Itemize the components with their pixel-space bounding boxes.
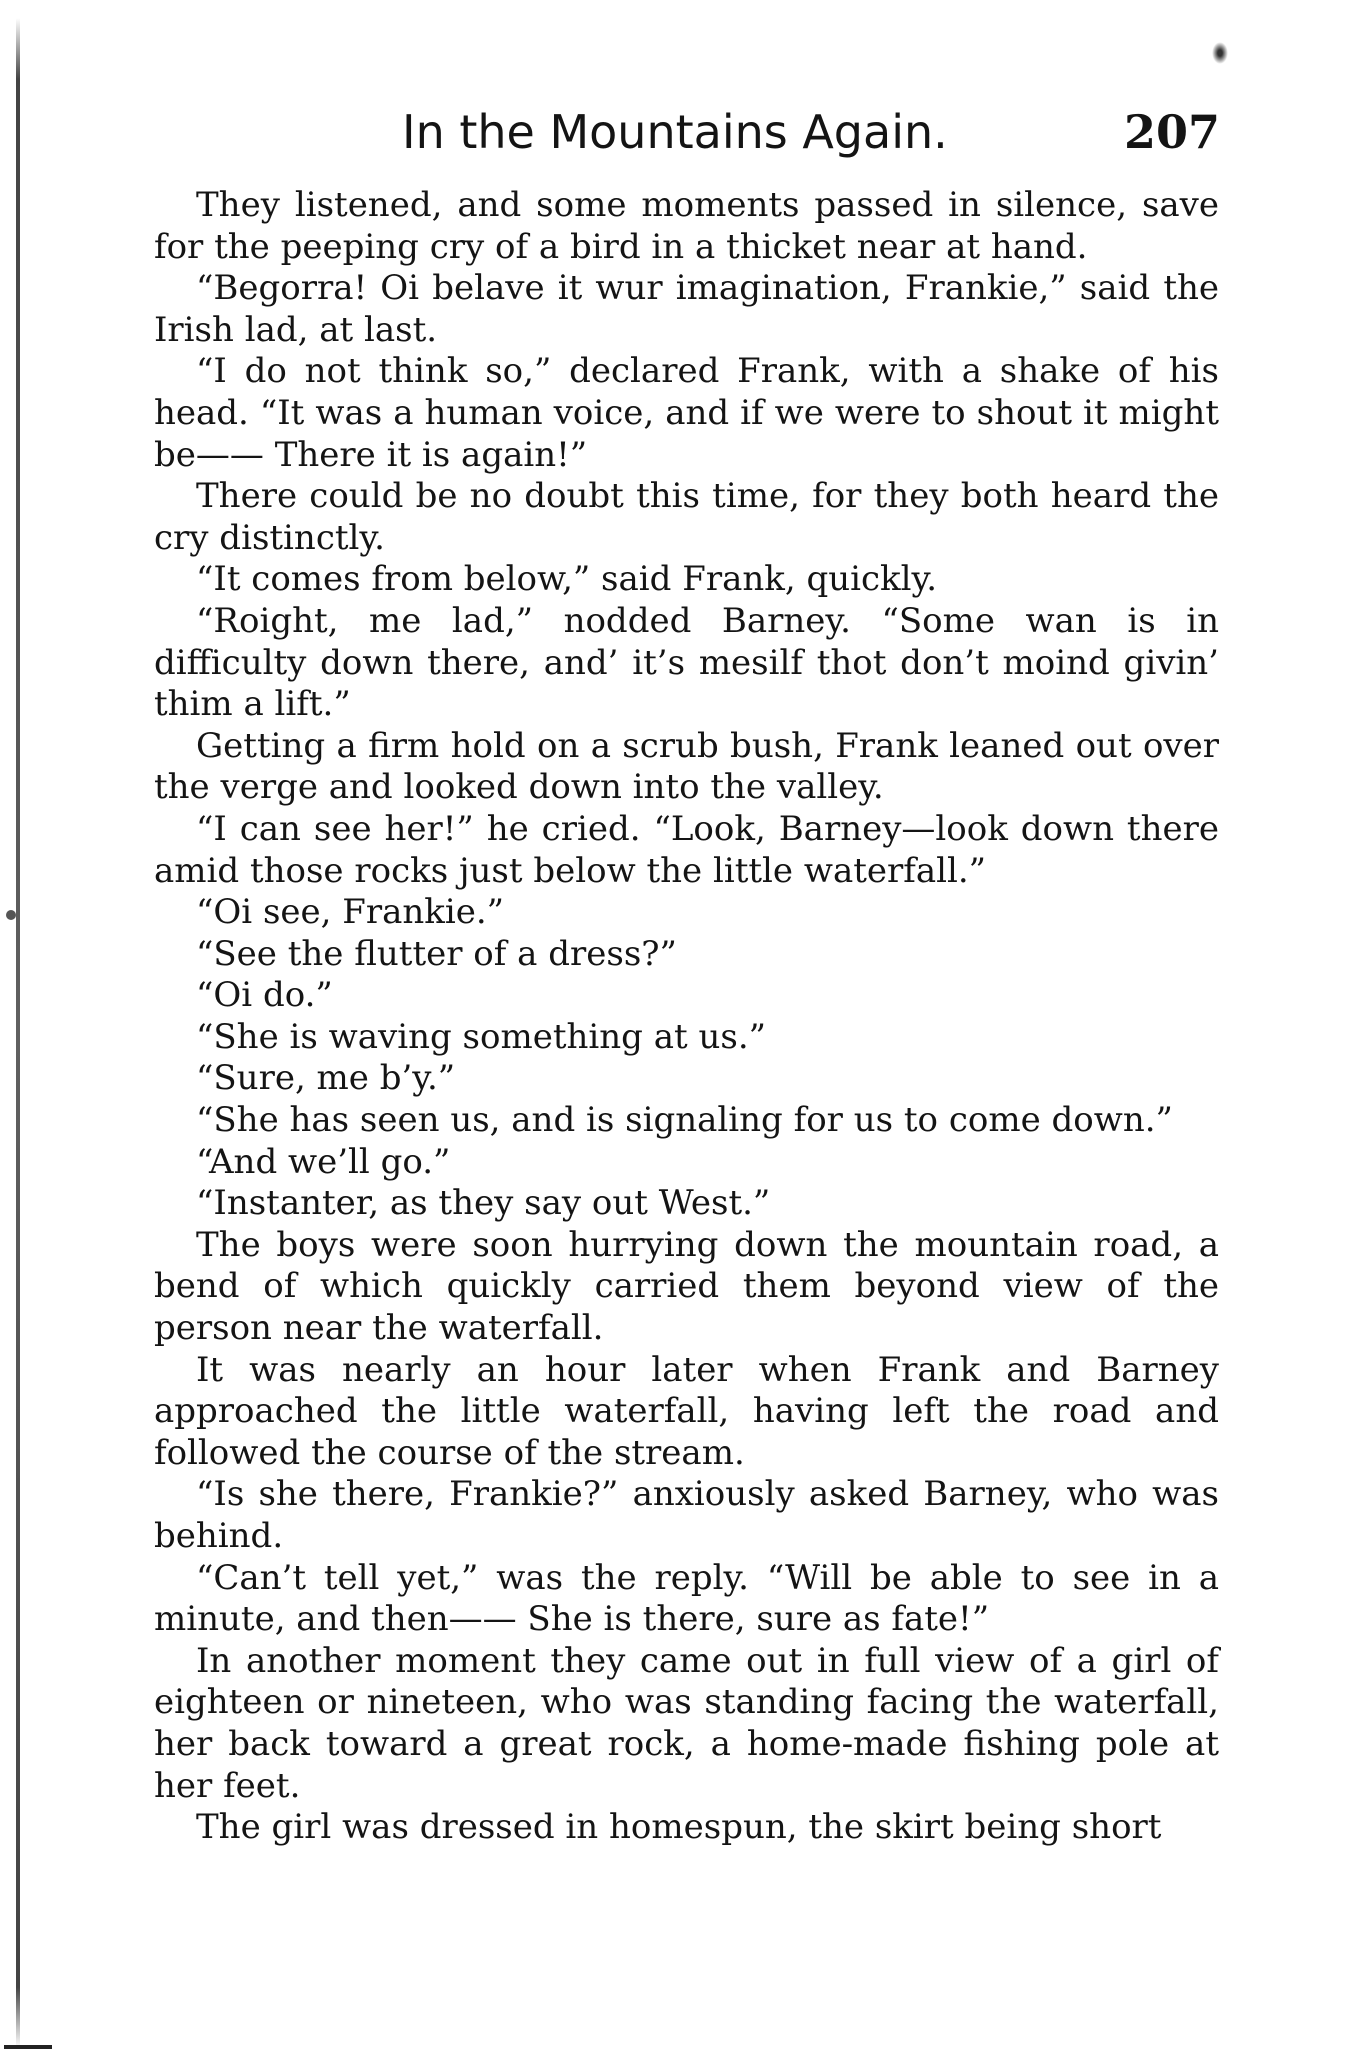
ink-smudge <box>1212 42 1228 64</box>
page-number: 207 <box>1123 105 1220 159</box>
page-gutter-line <box>16 18 20 2048</box>
paragraph: “Oi see, Frankie.” <box>196 892 505 933</box>
paragraph: “She is waving something at us.” <box>196 1016 767 1057</box>
paragraph: “I can see her!” he cried. “Look, Barney—look down there amid those rocks just below the little waterfall.” <box>154 808 1219 891</box>
paragraph: “Oi do.” <box>196 975 333 1016</box>
paragraph: The boys were soon hurrying down the mountain road, a bend of which quickly carried them beyond view of the person near the waterfall. <box>154 1224 1219 1349</box>
paragraph: “Begorra! Oi belave it wur imagination, Frankie,” said the Irish lad, at last. <box>154 268 1219 350</box>
body-text <box>154 185 1219 1849</box>
paragraph: “Sure, me b’y.” <box>196 1058 456 1099</box>
paragraph: “Roight, me lad,” nodded Barney. “Some wan is in difficulty down there, and’ it’s mesilf thot don’t moind givin’ thim a lift.” <box>154 600 1219 725</box>
running-title: In the Mountains Again. <box>402 105 948 159</box>
paragraph: “See the flutter of a dress?” <box>196 933 677 974</box>
paragraph: “She has seen us, and is signaling for us to come down.” <box>196 1100 1173 1141</box>
page-gutter-foot <box>4 2045 52 2049</box>
paragraph: “Is she there, Frankie?” anxiously asked Barney, who was behind. <box>154 1474 1219 1556</box>
paragraph: It was nearly an hour later when Frank and Barney approached the little waterfall, having left the road and followed the course of the stream. <box>154 1349 1219 1473</box>
paragraph: “Can’t tell yet,” was the reply. “Will be able to see in a minute, and then—— She is there, sure as fate!” <box>154 1557 1219 1640</box>
paragraph: “I do not think so,” declared Frank, with a shake of his head. “It was a human voice, and if we were to shout it might be—— There it is again!” <box>154 351 1219 475</box>
paragraph: Getting a firm hold on a scrub bush, Frank leaned out over the verge and looked down into the valley. <box>154 725 1219 808</box>
paragraph: There could be no doubt this time, for they both heard the cry distinctly. <box>154 476 1219 558</box>
paragraph: “And we’ll go.” <box>196 1141 451 1182</box>
paragraph: In another moment they came out in full view of a girl of eighteen or nineteen, who was standing facing the waterfall, her back toward a great rock, a home-made fishing pole at her feet. <box>154 1640 1219 1806</box>
page-header <box>150 102 1220 162</box>
paragraph: “It comes from below,” said Frank, quickly. <box>196 559 938 600</box>
paragraph: They listened, and some moments passed in silence, save for the peeping cry of a bird in a thicket near at hand. <box>154 185 1219 267</box>
page-gutter-mark <box>6 910 16 920</box>
paragraph: The girl was dressed in homespun, the skirt being short <box>196 1807 1162 1848</box>
paragraph: “Instanter, as they say out West.” <box>196 1183 771 1224</box>
